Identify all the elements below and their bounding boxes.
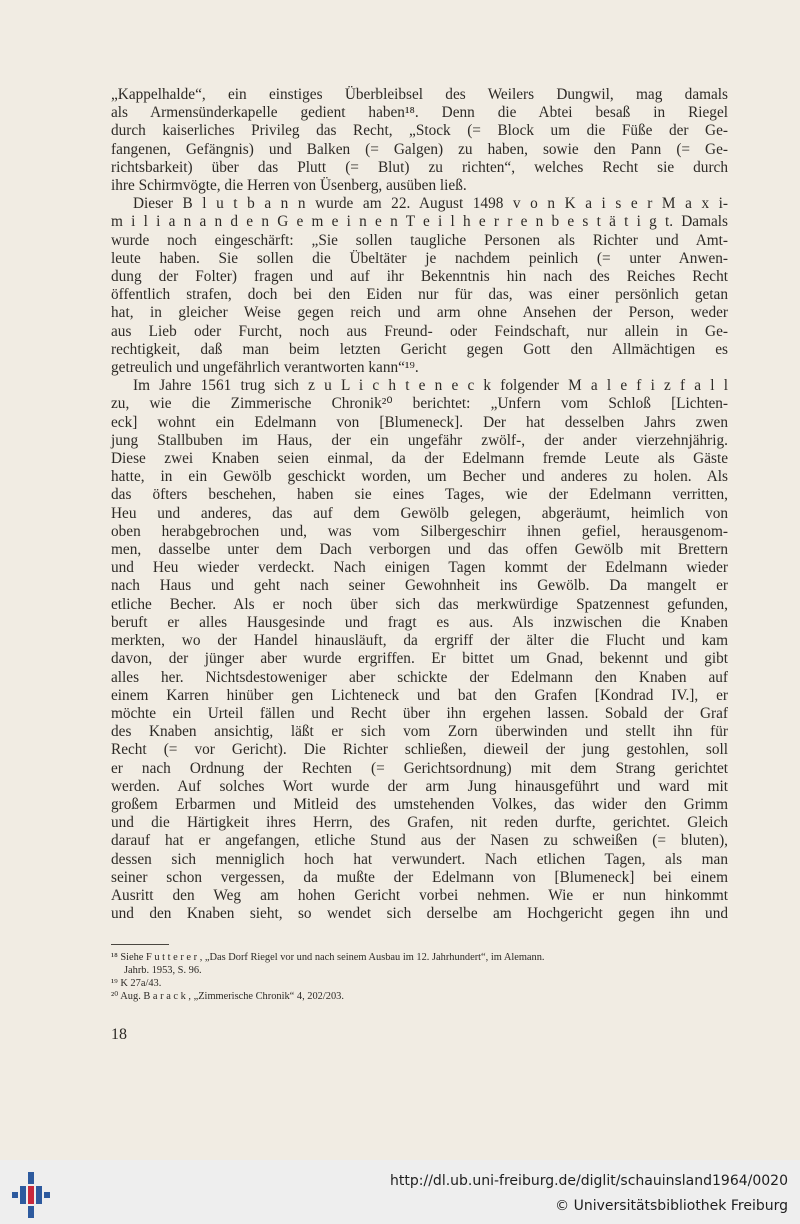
text-line: davon, der jünger aber wurde ergriffen. Er bittet um Gnad, bekennt und gibt	[111, 650, 728, 668]
text-line: hat, in gleicher Weise gegen reich und arm ohne Ansehen der Person, weder	[111, 304, 728, 322]
text-line: möchte ein Urteil fällen und Recht über ihn ergehen lassen. Sobald der Graf	[111, 704, 728, 722]
text-line: dung der Folter) fragen und auf ihr Bekenntnis hin nach des Reiches Recht	[111, 268, 728, 286]
footnote-19: ¹⁹ K 27a/43.	[111, 978, 162, 989]
text-line: seiner schon vergessen, da mußte der Edelmann von [Blumeneck] bei einem	[111, 868, 728, 886]
text-line: nach Haus und geht nach seiner Gewohnheit ins Gewölb. Da mangelt er	[111, 577, 728, 595]
text-line: rechtigkeit, daß man beim letzten Gericht gegen Gott den Allmächtigen es	[111, 340, 728, 358]
text-line: beruft er alles Hausgesinde und fragt es aus. Als inzwischen die Knaben	[111, 613, 728, 631]
viewer-footer	[0, 1160, 800, 1224]
text-line: richtsbarkeit) über das Plutt (= Blut) zu richten“, welches Recht sie durch	[111, 158, 728, 176]
text-line: Ausritt den Weg am hohen Gericht vorbei nehmen. Wie er nun hinkommt	[111, 886, 728, 904]
footnote-18: ¹⁸ Siehe F u t t e r e r , „Das Dorf Riegel vor und nach seinem Ausbau im 12. Jahrhundert“, im Alemann.	[111, 952, 545, 963]
text-line: dessen sich menniglich hoch hat verwundert. Nach etlichen Tagen, als man	[111, 850, 728, 868]
text-line: ihre Schirmvögte, die Herren von Üsenberg, ausüben ließ.	[111, 177, 467, 195]
text-line: hatte, in ein Gewölb geschickt worden, um Becher und anderes zu holen. Als	[111, 468, 728, 486]
text-line: als Armensünderkapelle gedient haben¹⁸. Denn die Abtei besaß in Riegel	[111, 104, 728, 122]
text-line: werden. Auf solches Wort wurde der arm Jung hinausgeführt und ward mit	[111, 777, 728, 795]
text-line: einem Karren hinüber gen Lichteneck und bat den Grafen [Kondrad IV.], er	[111, 686, 728, 704]
text-line: großem Erbarmen und Mitleid des umstehenden Volkes, das wider den Grimm	[111, 795, 728, 813]
text-line: durch kaiserliches Privileg das Recht, „Stock (= Block um die Füße der Ge-	[111, 122, 728, 140]
text-line: men, dasselbe unter dem Dach verborgen und das offen Gewölb mit Brettern	[111, 541, 728, 559]
page-number: 18	[111, 1026, 127, 1043]
text-line: „Kappelhalde“, ein einstiges Überbleibsel des Weilers Dungwil, mag damals	[111, 86, 728, 103]
text-line: Recht (= vor Gericht). Die Richter schließen, dieweil der jung gestohlen, soll	[111, 741, 728, 759]
text-line: öffentlich strafen, doch bei den Eiden nur für das, was einer persönlich getan	[111, 286, 728, 304]
text-line: wurde noch eingeschärft: „Sie sollen taugliche Personen als Richter und Amt-	[111, 231, 728, 249]
text-line: zu, wie die Zimmerische Chronik²⁰ berichtet: „Unfern vom Schloß [Lichten-	[111, 395, 728, 413]
footnotes	[111, 951, 728, 1003]
text-line: merkten, wo der Handel hinausläuft, da ergriff der älter die Flucht und kam	[111, 632, 728, 650]
text-line: alles her. Nichtsdestoweniger aber schickte der Edelmann den Knaben auf	[111, 668, 728, 686]
text-line: leute haben. Sie sollen die Übeltäter je nachdem peinlich (= unter Anwen-	[111, 249, 728, 267]
text-line: des Knaben ansichtig, läßt er sich vom Zorn überwinden und stellt ihn für	[111, 723, 728, 741]
copyright-notice: © Universitätsbibliothek Freiburg	[555, 1198, 788, 1214]
text-line: jung Stallbuben im Haus, der ein ungefähr zwölf-, der ander vierzehnjährig.	[111, 431, 728, 449]
ub-freiburg-logo-icon[interactable]	[10, 1172, 52, 1218]
body-text	[111, 86, 728, 923]
text-line: er nach Ordnung der Rechten (= Gerichtsordnung) mit dem Strang gerichtet	[111, 759, 728, 777]
text-line: aus Lieb oder Furcht, noch aus Freund- oder Feindschaft, nur allein in Ge-	[111, 322, 728, 340]
footnote-18-continued: Jahrb. 1953, S. 96.	[124, 965, 202, 976]
text-line: und die Härtigkeit ihres Herrn, des Grafen, nit reden durfte, gerichtet. Gleich	[111, 814, 728, 832]
text-line: und Heu wieder verdeckt. Nach einigen Tagen kommt der Edelmann wieder	[111, 559, 728, 577]
footnote-divider	[111, 944, 169, 945]
text-line: und den Knaben sieht, so wendet sich derselbe am Hochgericht gegen ihn und	[111, 905, 728, 923]
text-line: getreulich und ungefährlich verantworten kann“¹⁹.	[111, 359, 419, 377]
permalink-url[interactable]: http://dl.ub.uni-freiburg.de/diglit/schauinsland1964/0020	[390, 1173, 788, 1189]
text-line: fangenen, Gefängnis) und Balken (= Galgen) zu haben, sowie den Pann (= Ge-	[111, 140, 728, 158]
text-line: m i l i a n a n d e n G e m e i n e n T e i l h e r r e n b e s t ä t i g t. Damals	[111, 213, 728, 231]
text-line: eck] wohnt ein Edelmann von [Blumeneck]. Der hat desselben Jahrs zwen	[111, 413, 728, 431]
text-line: Im Jahre 1561 trug sich z u L i c h t e n e c k folgender M a l e f i z f a l l	[133, 377, 728, 395]
text-line: Diese zwei Knaben seien einmal, da der Edelmann fremde Leute als Gäste	[111, 450, 728, 468]
text-line: oben herabgebrochen und, was vom Silbergeschirr ihnen gefiel, herausgenom-	[111, 522, 728, 540]
text-line: Dieser B l u t b a n n wurde am 22. August 1498 v o n K a i s e r M a x i-	[133, 195, 728, 213]
text-line: das öfters beschehen, haben sie eines Tages, wie der Edelmann verritten,	[111, 486, 728, 504]
footnote-20: ²⁰ Aug. B a r a c k , „Zimmerische Chronik“ 4, 202/203.	[111, 991, 344, 1002]
text-line: Heu und anderes, das auf dem Gewölb gelegen, abgeräumt, heimlich von	[111, 504, 728, 522]
text-line: darauf hat er angefangen, etliche Stund aus der Nasen zu schweißen (= bluten),	[111, 832, 728, 850]
text-line: etliche Becher. Als er noch über sich das merkwürdige Spatzennest gefunden,	[111, 595, 728, 613]
